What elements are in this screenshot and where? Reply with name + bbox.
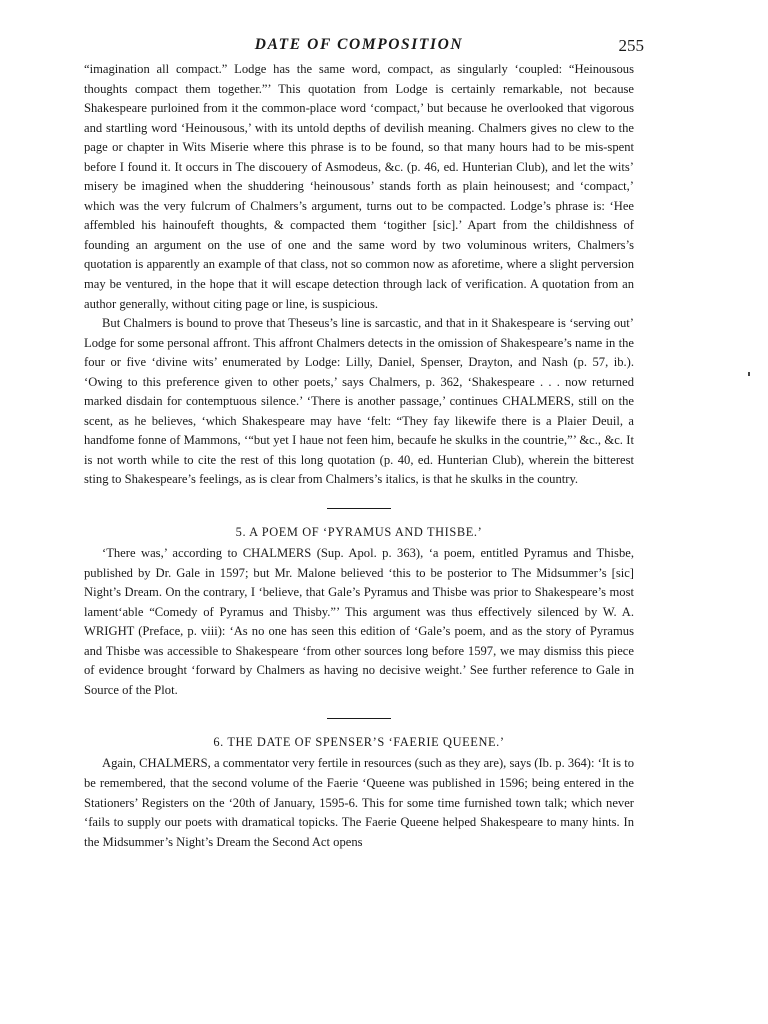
section-heading: 6. THE DATE OF SPENSER’S ‘FAERIE QUEENE.’ [213,735,505,750]
section-divider [327,718,391,719]
page-title: DATE OF COMPOSITION [254,36,464,53]
paragraph: But Chalmers is bound to prove that Theseus’s line is sarcastic, and that in it Shakespeare is ‘serving out’ Lodge for some personal affront. This affront Chalmers detects in the omission of Shakespeare’s name in the four or five ‘divine wits’ enumerated by Lodge: Lilly, Daniel, Spenser, Drayton, and Nash (p. 57, ib.). ‘Owing to this preference given to other poets,’ says Chalmers, p. 362, ‘Shakespeare . . . now returned marked disdain for contemptuous silence.’ ‘There is another passage,’ continues CHALMERS, still on the scent, as he believes, ‘which Shakespeare may have ‘felt: “They fay likewife there is a Plaier Deuil, a handfome fonne of Mammons, ‘“but yet I haue not feen him, becaufe he skulks in the countrie,”’ &c., &c. It is not worth while to cite the rest of this long quotation (p. 40, ed. Hunterian Club), wherein the bitterest sting to Shakespeare’s feelings, as is clear from Chalmers’s italics, is that he skulks in the country. [84,316,634,487]
book-page [84,30,644,852]
paragraph: ‘There was,’ according to CHALMERS (Sup. Apol. p. 363), ‘a poem, entitled Pyramus and Thisbe, published by Dr. Gale in 1597; but Mr. Malone believed ‘this to be posterior to The Midsummer’s [sic] Night’s Dream. On the contrary, I ‘believe, that Gale’s Pyramus and Thisbe was prior to Shakespeare’s most lament‘able “Comedy of Pyramus and Thisby.”’ This argument was thus effectively silenced by W. A. WRIGHT (Preface, p. viii): ‘As no one has seen this edition of ‘Gale’s poem, and as the story of Pyramus and Thisbe was accessible to Shakespeare ‘from other sources long before 1597, we may dismiss this piece of evidence brought ‘forward by Chalmers as having no decisive weight.’ See further reference to Gale in Source of the Plot. [84,546,634,697]
section-divider [327,508,391,509]
page-body [84,60,634,852]
page-number: 255 [618,36,644,55]
running-head [84,30,644,56]
paragraph: Again, CHALMERS, a commentator very fertile in resources (such as they are), says (Ib. p. 364): ‘It is to be remembered, that the second volume of the Faerie ‘Queene was published in 1596; being entered in the Stationers’ Registers on the ‘20th of January, 1595-6. This for some time furnished town talk; which never ‘fails to supply our poets with dramatical topicks. The Faerie Queene helped Shakespeare to many hints. In the Midsummer’s Night’s Dream the Second Act opens [84,756,634,849]
scan-speck [748,372,750,376]
section-heading: 5. A POEM OF ‘PYRAMUS AND THISBE.’ [235,525,483,540]
paragraph: “imagination all compact.” Lodge has the same word, compact, as singularly ‘coupled: “Heinousous thoughts compact them together.”’ This quotation from Lodge is certainly remarkable, not because Shakespeare purloined from it the common-place word ‘compact,’ but because he overlooked that vigorous and startling word ‘Heinousous,’ with its untold depths of devilish meaning. Chalmers gives no clew to the page or chapter in Wits Miserie where this phrase is to be found, so that many hours had to be mis-spent before I found it. It occurs in The discouery of Asmodeus, &c. (p. 46, ed. Hunterian Club), and let the wits’ misery be imagined when the shuddering ‘heinousous’ stands forth as plain heinousest; and ‘compact,’ which was the very fulcrum of Chalmers’s argument, turns out to be compacted. Lodge’s phrase is: ‘Hee affembled his hainoufeft thoughts, & compacted them ‘togither [sic].’ Apart from the childishness of founding an argument on the use of one and the same word by two voluminous writers, Chalmers’s quotation is apparently an example of that class, not so common now as aforetime, where a slight perversion may be ventured, in the hope that it will escape detection through lack of verification. A quotation from an author generally, without citing page or line, is suspicious. [84,62,634,311]
